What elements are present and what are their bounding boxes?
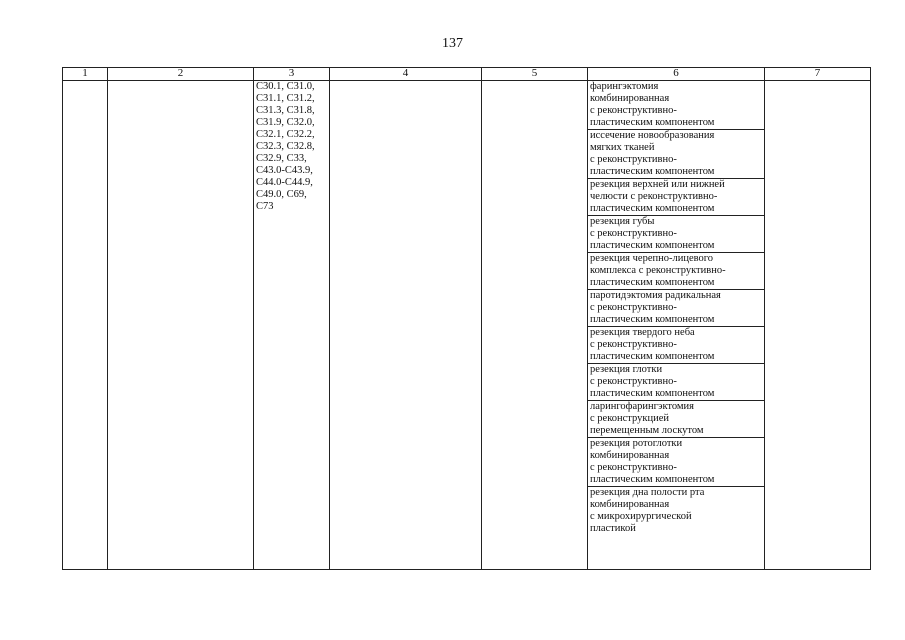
column-header-2: 2	[108, 68, 254, 81]
cell-col-2	[108, 81, 254, 570]
procedures-table	[62, 67, 871, 570]
procedure-item: паротидэктомия радикальная с реконструктивно- пластическим компонентом	[588, 290, 764, 327]
procedure-item: иссечение новообразования мягких тканей с реконструктивно- пластическим компонентом	[588, 130, 764, 179]
procedure-item: резекция черепно-лицевого комплекса с реконструктивно- пластическим компонентом	[588, 253, 764, 290]
procedure-item: резекция губы с реконструктивно- пластическим компонентом	[588, 216, 764, 253]
procedure-item: резекция ротоглотки комбинированная с реконструктивно- пластическим компонентом	[588, 438, 764, 487]
table-row	[63, 81, 871, 570]
column-header-4: 4	[330, 68, 482, 81]
procedure-item: резекция дна полости рта комбинированная с микрохирургической пластикой	[590, 487, 705, 534]
column-header-1: 1	[63, 68, 108, 81]
cell-col-5	[482, 81, 588, 570]
procedures-cell	[588, 81, 765, 570]
cell-col-1	[63, 81, 108, 570]
procedure-item: резекция твердого неба с реконструктивно- пластическим компонентом	[588, 327, 764, 364]
page-number: 137	[442, 36, 463, 51]
column-header-5: 5	[482, 68, 588, 81]
cell-col-7	[765, 81, 871, 570]
procedure-item: резекция глотки с реконструктивно- пластическим компонентом	[588, 364, 764, 401]
procedure-item: фарингэктомия комбинированная с реконструктивно- пластическим компонентом	[588, 81, 764, 130]
table-header-row	[63, 68, 871, 81]
column-header-6: 6	[588, 68, 765, 81]
procedure-item: резекция верхней или нижней челюсти с реконструктивно- пластическим компонентом	[588, 179, 764, 216]
cell-col-4	[330, 81, 482, 570]
column-header-7: 7	[765, 68, 871, 81]
procedure-item: ларингофарингэктомия с реконструкцией перемещенным лоскутом	[588, 401, 764, 438]
column-header-3: 3	[254, 68, 330, 81]
diagnosis-codes-cell: C30.1, C31.0, C31.1, C31.2, C31.3, C31.8, C31.9, C32.0, C32.1, C32.2, C32.3, C32.8, C32.9, C33, C43.0-C43.9, C44.0-C44.9, C49.0, C69, C73	[254, 81, 330, 570]
